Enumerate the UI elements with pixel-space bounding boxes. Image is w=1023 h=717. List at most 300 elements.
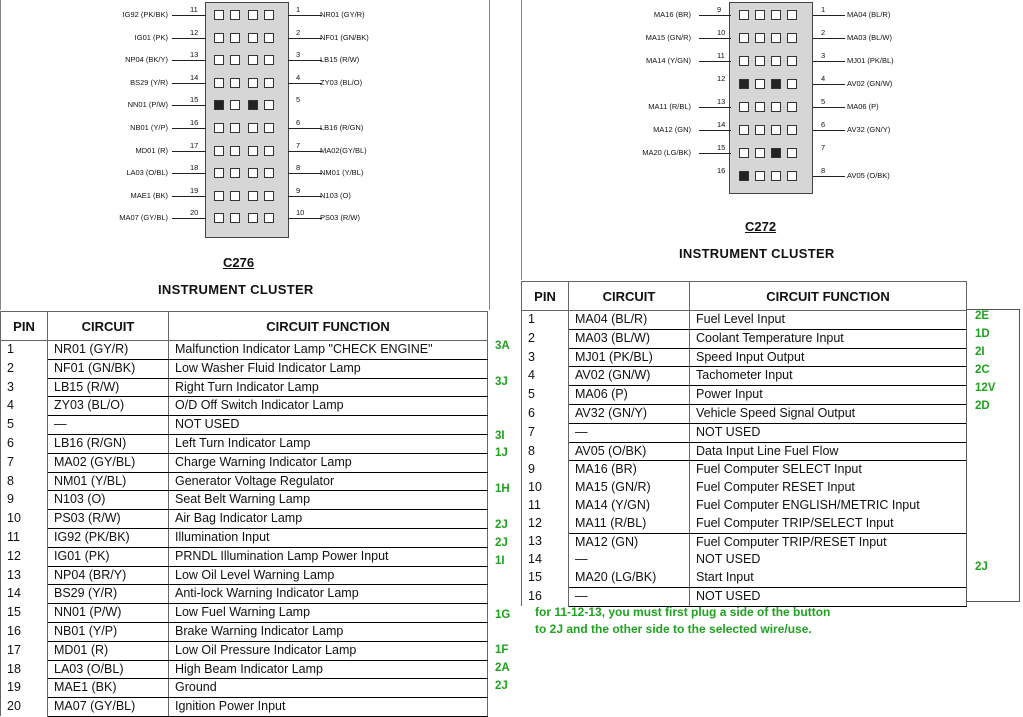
wire-left	[699, 107, 731, 108]
function-cell-value: O/D Off Switch Indicator Lamp	[169, 397, 488, 416]
wire-right	[288, 173, 322, 174]
table-row	[1, 378, 488, 397]
function-cell-value: Illumination Input	[169, 528, 488, 547]
pin-cell	[739, 148, 749, 158]
pin-cell	[771, 171, 781, 181]
pin-cell	[755, 33, 765, 43]
connection-tag: 3J	[495, 375, 508, 388]
pin-number-right: 7	[821, 143, 826, 152]
pin-cell	[230, 100, 240, 110]
pin-cell	[264, 213, 274, 223]
pin-number-left: 19	[190, 185, 199, 195]
circuit-cell-value: —	[569, 551, 690, 569]
wire-right	[288, 218, 322, 219]
connection-tag: 2J	[495, 680, 508, 693]
pin-cell	[214, 168, 224, 178]
pin-cell	[264, 100, 274, 110]
table-row	[1, 698, 488, 717]
circuit-cell-value: —	[569, 423, 690, 442]
function-cell-value: Fuel Computer ENGLISH/METRIC Input	[690, 497, 967, 515]
c272-diagram	[521, 0, 1023, 280]
c272-pin-table	[521, 281, 967, 607]
function-cell-value: Malfunction Indicator Lamp "CHECK ENGINE"	[169, 341, 488, 360]
connection-tag: 2D	[975, 399, 990, 412]
circuit-cell-value: MAE1 (BK)	[48, 679, 169, 698]
function-cell-value: Fuel Computer TRIP/RESET Input	[690, 533, 967, 551]
connection-tag: 2J	[495, 519, 508, 531]
pin-cell	[771, 79, 781, 89]
pin-number-right: 6	[821, 120, 826, 129]
pin-cell-value: 5	[522, 386, 569, 405]
pin-cell	[230, 123, 240, 133]
wire-left	[699, 153, 731, 154]
pin-cell	[230, 78, 240, 88]
pin-cell	[755, 56, 765, 66]
pin-cell	[248, 100, 258, 110]
function-cell-value: Air Bag Indicator Lamp	[169, 510, 488, 529]
function-cell-value: Data Input Line Fuel Flow	[690, 442, 967, 461]
circuit-cell-value: —	[569, 587, 690, 606]
pin-cell-value: 9	[522, 461, 569, 479]
function-cell-value: Right Turn Indicator Lamp	[169, 378, 488, 397]
table-row	[522, 367, 967, 386]
wire-right	[288, 128, 322, 129]
pin-cell	[248, 123, 258, 133]
pin-cell	[739, 102, 749, 112]
pin-cell-value: 10	[522, 479, 569, 497]
circuit-cell-value: PS03 (R/W)	[48, 510, 169, 529]
pin-cell	[787, 33, 797, 43]
pin-number-right: 3	[821, 51, 826, 60]
wire-left	[172, 60, 206, 61]
pin-cell	[230, 10, 240, 20]
pin-cell-value: 15	[1, 604, 48, 623]
pin-cell-value: 17	[1, 641, 48, 660]
pin-cell	[214, 33, 224, 43]
function-cell-value: Generator Voltage Regulator	[169, 472, 488, 491]
connection-tag: 1F	[495, 644, 509, 657]
wire-right	[813, 130, 845, 131]
connection-tag: 2A	[495, 662, 510, 675]
function-cell-value: Seat Belt Warning Lamp	[169, 491, 488, 510]
pin-cell	[230, 146, 240, 156]
pin-cell	[248, 10, 258, 20]
wire-right	[288, 83, 322, 84]
function-cell-value: Fuel Computer SELECT Input	[690, 461, 967, 479]
function-cell-value: Left Turn Indicator Lamp	[169, 434, 488, 453]
pin-label-left: NN01 (P/W)	[127, 100, 168, 110]
pin-number-right: 1	[821, 5, 826, 14]
function-cell-value: Speed Input Output	[690, 348, 967, 367]
pin-cell	[787, 79, 797, 89]
circuit-cell-value: MD01 (R)	[48, 641, 169, 660]
pin-cell	[787, 148, 797, 158]
function-cell-value: Start Input	[690, 569, 967, 587]
c276-id: C276	[223, 255, 255, 270]
pin-cell	[248, 191, 258, 201]
pin-number-right: 5	[821, 97, 826, 106]
circuit-cell-value: NM01 (Y/BL)	[48, 472, 169, 491]
pin-number-right: 8	[296, 163, 301, 173]
table-row	[1, 641, 488, 660]
pin-label-left: MA16 (BR)	[653, 10, 691, 19]
pin-label-left: MAE1 (BK)	[130, 190, 168, 200]
circuit-cell-value: MJ01 (PK/BL)	[569, 348, 690, 367]
function-cell-value: Low Fuel Warning Lamp	[169, 604, 488, 623]
connection-tag: 2E	[975, 310, 990, 322]
table-row	[1, 416, 488, 435]
pin-label-left: MA07 (GY/BL)	[119, 213, 168, 223]
wire-right	[813, 61, 845, 62]
table-row	[1, 604, 488, 623]
connection-tag: 2C	[975, 363, 990, 376]
pin-cell-value: 8	[1, 472, 48, 491]
circuit-cell-value: MA07 (GY/BL)	[48, 698, 169, 717]
circuit-cell-value: MA15 (GN/R)	[569, 479, 690, 497]
c272-title: INSTRUMENT CLUSTER	[679, 246, 835, 261]
pin-label-left: IG92 (PK/BK)	[122, 10, 168, 19]
pin-number-right: 10	[296, 208, 305, 218]
circuit-cell-value: N103 (O)	[48, 491, 169, 510]
connection-tag: 1J	[495, 447, 508, 460]
pin-cell-value: 1	[522, 311, 569, 330]
pin-cell	[755, 10, 765, 20]
pin-cell-value: 6	[1, 434, 48, 453]
pin-label-left: MA11 (R/BL)	[648, 102, 691, 111]
c276-diagram	[0, 0, 490, 310]
pin-cell	[739, 125, 749, 135]
pin-number-left: 12	[190, 27, 199, 37]
pin-cell	[771, 33, 781, 43]
pin-cell-value: 20	[1, 698, 48, 717]
pin-cell	[787, 10, 797, 20]
connection-tag: 2J	[495, 536, 508, 549]
table-row	[522, 479, 967, 497]
pin-cell	[248, 213, 258, 223]
pin-number-right: 3	[296, 50, 301, 60]
circuit-cell-value: BS29 (Y/R)	[48, 585, 169, 604]
table-row	[1, 341, 488, 360]
header-circuit: CIRCUIT	[48, 312, 169, 341]
pin-number-left: 15	[717, 143, 726, 152]
pin-number-right: 5	[296, 95, 301, 105]
pin-label-left: MA12 (GN)	[653, 125, 691, 134]
pin-cell	[230, 168, 240, 178]
pin-cell	[739, 10, 749, 20]
connection-tag: 2I	[975, 345, 985, 358]
pin-label-right: NR01 (GY/R)	[320, 10, 365, 19]
circuit-cell-value: MA11 (R/BL)	[569, 515, 690, 533]
pin-cell	[264, 55, 274, 65]
wire-left	[172, 218, 206, 219]
pin-number-left: 16	[190, 118, 199, 127]
pin-cell	[214, 213, 224, 223]
pin-label-left: LA03 (O/BL)	[126, 168, 168, 178]
circuit-cell-value: NN01 (P/W)	[48, 604, 169, 623]
table-row	[1, 491, 488, 510]
function-cell-value: Tachometer Input	[690, 367, 967, 386]
pin-number-right: 7	[296, 140, 301, 150]
pin-cell	[771, 56, 781, 66]
header-function: CIRCUIT FUNCTION	[690, 282, 967, 311]
wire-right	[288, 38, 322, 39]
pin-cell	[264, 78, 274, 88]
pin-label-left: BS29 (Y/R)	[130, 77, 168, 87]
pin-cell	[264, 33, 274, 43]
pin-cell	[248, 168, 258, 178]
pin-cell-value: 10	[1, 510, 48, 529]
connection-tag: 1H	[495, 483, 510, 496]
table-row	[522, 515, 967, 533]
pin-cell-value: 3	[1, 378, 48, 397]
pin-cell-value: 16	[522, 587, 569, 606]
circuit-cell-value: MA12 (GN)	[569, 533, 690, 551]
function-cell-value: Low Oil Level Warning Lamp	[169, 566, 488, 585]
function-cell-value: Fuel Level Input	[690, 311, 967, 330]
pin-label-right: MA06 (P)	[847, 102, 879, 111]
pin-cell	[264, 191, 274, 201]
pin-cell	[755, 171, 765, 181]
pin-cell	[264, 146, 274, 156]
circuit-cell-value: NB01 (Y/P)	[48, 622, 169, 641]
pin-label-right: MA03 (BL/W)	[847, 33, 893, 42]
wire-left	[699, 38, 731, 39]
pin-cell-value: 16	[1, 622, 48, 641]
pin-cell-value: 9	[1, 491, 48, 510]
wire-left	[172, 196, 206, 197]
pin-number-left: 10	[717, 28, 726, 37]
function-cell-value: Vehicle Speed Signal Output	[690, 404, 967, 423]
pin-label-right: PS03 (R/W)	[320, 213, 361, 223]
pin-cell	[264, 168, 274, 178]
pin-number-left: 18	[190, 163, 199, 173]
wire-left	[172, 128, 206, 129]
table-row	[1, 453, 488, 472]
function-cell-value: Coolant Temperature Input	[690, 329, 967, 348]
pin-number-left: 13	[717, 97, 726, 106]
function-cell-value: Ignition Power Input	[169, 698, 488, 717]
pin-cell	[214, 10, 224, 20]
pin-cell-value: 2	[1, 359, 48, 378]
pin-number-right: 6	[296, 118, 301, 127]
table-row	[1, 472, 488, 491]
pin-cell	[264, 123, 274, 133]
pin-cell	[755, 79, 765, 89]
wire-left	[699, 61, 731, 62]
pin-cell	[214, 100, 224, 110]
table-row	[522, 386, 967, 405]
pin-cell-value: 2	[522, 329, 569, 348]
pin-number-right: 4	[821, 74, 826, 83]
function-cell-value: Brake Warning Indicator Lamp	[169, 622, 488, 641]
pin-label-right: AV05 (O/BK)	[847, 171, 890, 180]
pin-cell	[230, 191, 240, 201]
wire-left	[172, 151, 206, 152]
circuit-cell-value: MA03 (BL/W)	[569, 329, 690, 348]
header-function: CIRCUIT FUNCTION	[169, 312, 488, 341]
wire-right	[288, 196, 322, 197]
circuit-cell-value: NF01 (GN/BK)	[48, 359, 169, 378]
pin-cell-value: 11	[1, 528, 48, 547]
pin-cell-value: 6	[522, 404, 569, 423]
pin-cell	[214, 78, 224, 88]
table-row	[1, 397, 488, 416]
wire-right	[288, 151, 322, 152]
circuit-cell-value: AV05 (O/BK)	[569, 442, 690, 461]
pin-cell-value: 11	[522, 497, 569, 515]
pin-cell	[214, 55, 224, 65]
pin-label-right: N103 (O)	[320, 190, 351, 200]
pin-cell	[214, 146, 224, 156]
circuit-cell-value: MA04 (BL/R)	[569, 311, 690, 330]
pin-label-left: IG01 (PK)	[134, 32, 168, 42]
pin-cell	[248, 146, 258, 156]
circuit-cell-value: LA03 (O/BL)	[48, 660, 169, 679]
wire-right	[813, 176, 845, 177]
table-row	[522, 442, 967, 461]
wire-left	[699, 15, 731, 16]
function-cell-value: NOT USED	[169, 416, 488, 435]
pin-cell-value: 13	[1, 566, 48, 585]
pin-cell	[264, 10, 274, 20]
function-cell-value: NOT USED	[690, 551, 967, 569]
pin-cell-value: 4	[1, 397, 48, 416]
function-cell-value: High Beam Indicator Lamp	[169, 660, 488, 679]
connection-tag: 1G	[495, 608, 511, 621]
function-cell-value: NOT USED	[690, 587, 967, 606]
table-row	[522, 311, 967, 330]
table-row	[1, 566, 488, 585]
circuit-cell-value: MA20 (LG/BK)	[569, 569, 690, 587]
pin-cell-value: 1	[1, 341, 48, 360]
circuit-cell-value: LB15 (R/W)	[48, 378, 169, 397]
pin-cell	[248, 55, 258, 65]
pin-cell	[214, 123, 224, 133]
c272-connector-body	[729, 2, 813, 194]
pin-number-left: 20	[190, 208, 199, 218]
pin-cell	[771, 148, 781, 158]
pin-cell	[739, 171, 749, 181]
pin-cell-value: 5	[1, 416, 48, 435]
table-row	[1, 660, 488, 679]
pin-cell-value: 12	[1, 547, 48, 566]
connection-tag: 2J	[975, 560, 988, 573]
wire-right	[813, 84, 845, 85]
pin-cell	[771, 102, 781, 112]
header-circuit: CIRCUIT	[569, 282, 690, 311]
function-cell-value: Fuel Computer TRIP/SELECT Input	[690, 515, 967, 533]
pin-cell	[787, 102, 797, 112]
function-cell-value: Fuel Computer RESET Input	[690, 479, 967, 497]
pin-cell	[739, 79, 749, 89]
circuit-cell-value: —	[48, 416, 169, 435]
table-row	[1, 434, 488, 453]
pin-label-right: LB15 (R/W)	[320, 55, 360, 65]
table-row	[522, 533, 967, 551]
c276-pin-table	[0, 311, 488, 717]
wire-left	[699, 130, 731, 131]
pin-number-right: 9	[296, 185, 301, 195]
wire-left	[172, 173, 206, 174]
function-cell-value: Power Input	[690, 386, 967, 405]
c276-title: INSTRUMENT CLUSTER	[158, 282, 314, 297]
pin-label-left: NB01 (Y/P)	[130, 123, 168, 132]
pin-cell	[755, 125, 765, 135]
table-row	[1, 679, 488, 698]
circuit-cell-value: ZY03 (BL/O)	[48, 397, 169, 416]
pin-number-left: 14	[190, 72, 199, 82]
pin-label-right: LB16 (R/GN)	[320, 123, 364, 132]
table-row	[522, 497, 967, 515]
pin-cell-value: 7	[522, 423, 569, 442]
circuit-cell-value: NP04 (BR/Y)	[48, 566, 169, 585]
circuit-cell-value: NR01 (GY/R)	[48, 341, 169, 360]
pin-cell-value: 18	[1, 660, 48, 679]
circuit-cell-value: LB16 (R/GN)	[48, 434, 169, 453]
pin-cell-value: 3	[522, 348, 569, 367]
wire-left	[172, 38, 206, 39]
pin-cell-value: 4	[522, 367, 569, 386]
function-cell-value: Low Washer Fluid Indicator Lamp	[169, 359, 488, 378]
pin-cell	[787, 171, 797, 181]
wire-right	[288, 15, 322, 16]
wire-right	[288, 60, 322, 61]
wire-left	[172, 83, 206, 84]
wire-left	[172, 105, 206, 106]
table-row	[1, 528, 488, 547]
pin-cell	[739, 33, 749, 43]
pin-cell	[771, 125, 781, 135]
pin-cell-value: 8	[522, 442, 569, 461]
table-row	[522, 461, 967, 479]
pin-cell-value: 15	[522, 569, 569, 587]
pin-cell-value: 14	[1, 585, 48, 604]
c272-id: C272	[745, 219, 777, 234]
header-pin: PIN	[522, 282, 569, 311]
table-row	[1, 585, 488, 604]
connection-tag: 3I	[495, 429, 505, 442]
function-cell-value: Charge Warning Indicator Lamp	[169, 453, 488, 472]
pin-label-right: MA04 (BL/R)	[847, 10, 891, 19]
circuit-cell-value: IG92 (PK/BK)	[48, 528, 169, 547]
pin-number-right: 8	[821, 166, 826, 175]
circuit-cell-value: MA16 (BR)	[569, 461, 690, 479]
connection-tag: 12V	[975, 381, 996, 394]
pin-cell-value: 14	[522, 551, 569, 569]
function-cell-value: Anti-lock Warning Indicator Lamp	[169, 585, 488, 604]
table-row	[1, 510, 488, 529]
wire-right	[813, 38, 845, 39]
pin-label-right: AV32 (GN/Y)	[847, 125, 891, 134]
pin-label-left: MA20 (LG/BK)	[642, 148, 691, 157]
pin-cell	[230, 33, 240, 43]
function-cell-value: PRNDL Illumination Lamp Power Input	[169, 547, 488, 566]
connection-tag: 3A	[495, 340, 510, 352]
function-cell-value: Low Oil Pressure Indicator Lamp	[169, 641, 488, 660]
pin-number-left: 15	[190, 95, 199, 105]
table-row	[1, 622, 488, 641]
pin-number-right: 2	[296, 27, 301, 37]
circuit-cell-value: IG01 (PK)	[48, 547, 169, 566]
pin-label-right: AV02 (GN/W)	[847, 79, 893, 88]
pin-cell-value: 12	[522, 515, 569, 533]
pin-cell	[755, 102, 765, 112]
pin-cell-value: 7	[1, 453, 48, 472]
pin-cell	[230, 55, 240, 65]
pin-cell	[787, 125, 797, 135]
table-row	[522, 329, 967, 348]
connection-tag: 1D	[975, 327, 990, 340]
